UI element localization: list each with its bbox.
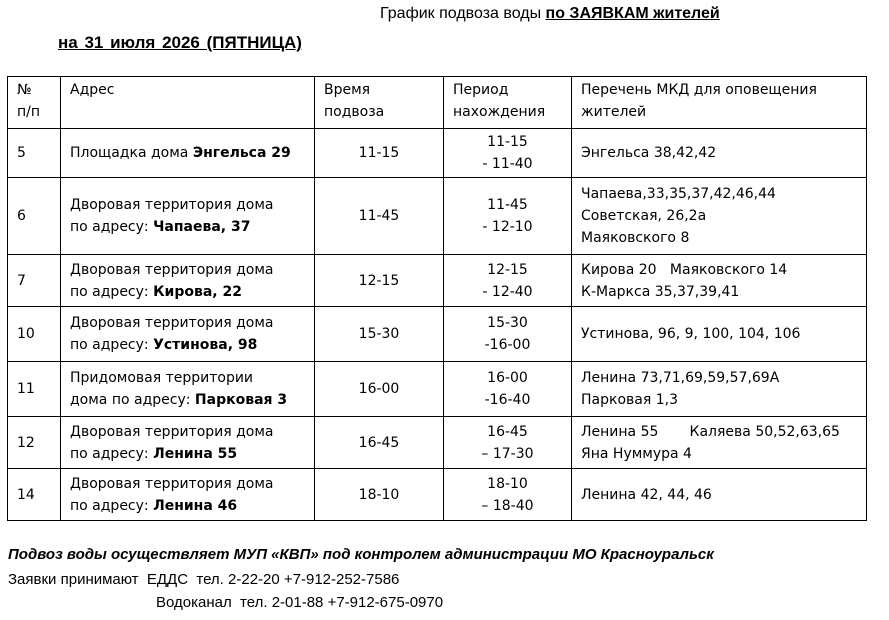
row-number: 11 bbox=[8, 362, 61, 417]
contact-edds: Заявки принимают ЕДДС тел. 2-22-20 +7-912-252-7586 bbox=[8, 571, 400, 588]
row-buildings: Энгельса 38,42,42 bbox=[572, 129, 867, 178]
row-delivery-time: 18-10 bbox=[315, 469, 444, 521]
column-header-number: № п/п bbox=[8, 77, 61, 129]
operator-note: Подвоз воды осуществляет МУП «КВП» под контролем администрации МО Красноуральск bbox=[8, 546, 714, 563]
row-period: 16-00 -16-40 bbox=[444, 362, 572, 417]
row-address: Дворовая территория дома по адресу: Чапаева, 37 bbox=[61, 178, 315, 255]
row-period: 15-30 -16-00 bbox=[444, 307, 572, 362]
schedule-table bbox=[7, 76, 867, 521]
row-delivery-time: 12-15 bbox=[315, 255, 444, 307]
row-period: 16-45 – 17-30 bbox=[444, 417, 572, 469]
row-number: 14 bbox=[8, 469, 61, 521]
table-row bbox=[8, 178, 867, 255]
row-delivery-time: 11-45 bbox=[315, 178, 444, 255]
table-header-row bbox=[8, 77, 867, 129]
row-number: 5 bbox=[8, 129, 61, 178]
row-period: 12-15 - 12-40 bbox=[444, 255, 572, 307]
row-delivery-time: 16-00 bbox=[315, 362, 444, 417]
row-buildings: Кирова 20 Маяковского 14 К-Маркса 35,37,39,41 bbox=[572, 255, 867, 307]
column-header-address: Адрес bbox=[61, 77, 315, 129]
row-buildings: Устинова, 96, 9, 100, 104, 106 bbox=[572, 307, 867, 362]
row-buildings: Ленина 73,71,69,59,57,69А Парковая 1,3 bbox=[572, 362, 867, 417]
row-number: 10 bbox=[8, 307, 61, 362]
row-period: 11-45 - 12-10 bbox=[444, 178, 572, 255]
contact-vodokanal: Водоканал тел. 2-01-88 +7-912-675-0970 bbox=[156, 594, 444, 611]
table-row bbox=[8, 255, 867, 307]
row-period: 18-10 – 18-40 bbox=[444, 469, 572, 521]
row-number: 6 bbox=[8, 178, 61, 255]
row-address: Дворовая территория дома по адресу: Ленина 46 bbox=[61, 469, 315, 521]
row-buildings: Ленина 42, 44, 46 bbox=[572, 469, 867, 521]
row-delivery-time: 11-15 bbox=[315, 129, 444, 178]
table-row bbox=[8, 362, 867, 417]
column-header-period: Период нахождения bbox=[444, 77, 572, 129]
row-address: Придомовая территории дома по адресу: Парковая 3 bbox=[61, 362, 315, 417]
row-delivery-time: 16-45 bbox=[315, 417, 444, 469]
row-number: 12 bbox=[8, 417, 61, 469]
schedule-date: на 31 июля 2026 (ПЯТНИЦА) bbox=[58, 33, 302, 52]
row-address: Дворовая территория дома по адресу: Устинова, 98 bbox=[61, 307, 315, 362]
row-buildings: Ленина 55 Каляева 50,52,63,65 Яна Нуммура 4 bbox=[572, 417, 867, 469]
document-title bbox=[380, 5, 720, 23]
column-header-delivery-time: Время подвоза bbox=[315, 77, 444, 129]
row-address: Дворовая территория дома по адресу: Ленина 55 bbox=[61, 417, 315, 469]
table-row bbox=[8, 417, 867, 469]
title-emphasis: по ЗАЯВКАМ жителей bbox=[545, 5, 720, 22]
table-row bbox=[8, 129, 867, 178]
row-period: 11-15 - 11-40 bbox=[444, 129, 572, 178]
row-address: Дворовая территория дома по адресу: Кирова, 22 bbox=[61, 255, 315, 307]
title-prefix: График подвоза воды bbox=[380, 5, 546, 22]
row-buildings: Чапаева,33,35,37,42,46,44 Советская, 26,2а Маяковского 8 bbox=[572, 178, 867, 255]
table-row bbox=[8, 307, 867, 362]
row-delivery-time: 15-30 bbox=[315, 307, 444, 362]
table-row bbox=[8, 469, 867, 521]
row-number: 7 bbox=[8, 255, 61, 307]
column-header-buildings: Перечень МКД для оповещения жителей bbox=[572, 77, 867, 129]
row-address: Площадка дома Энгельса 29 bbox=[61, 129, 315, 178]
